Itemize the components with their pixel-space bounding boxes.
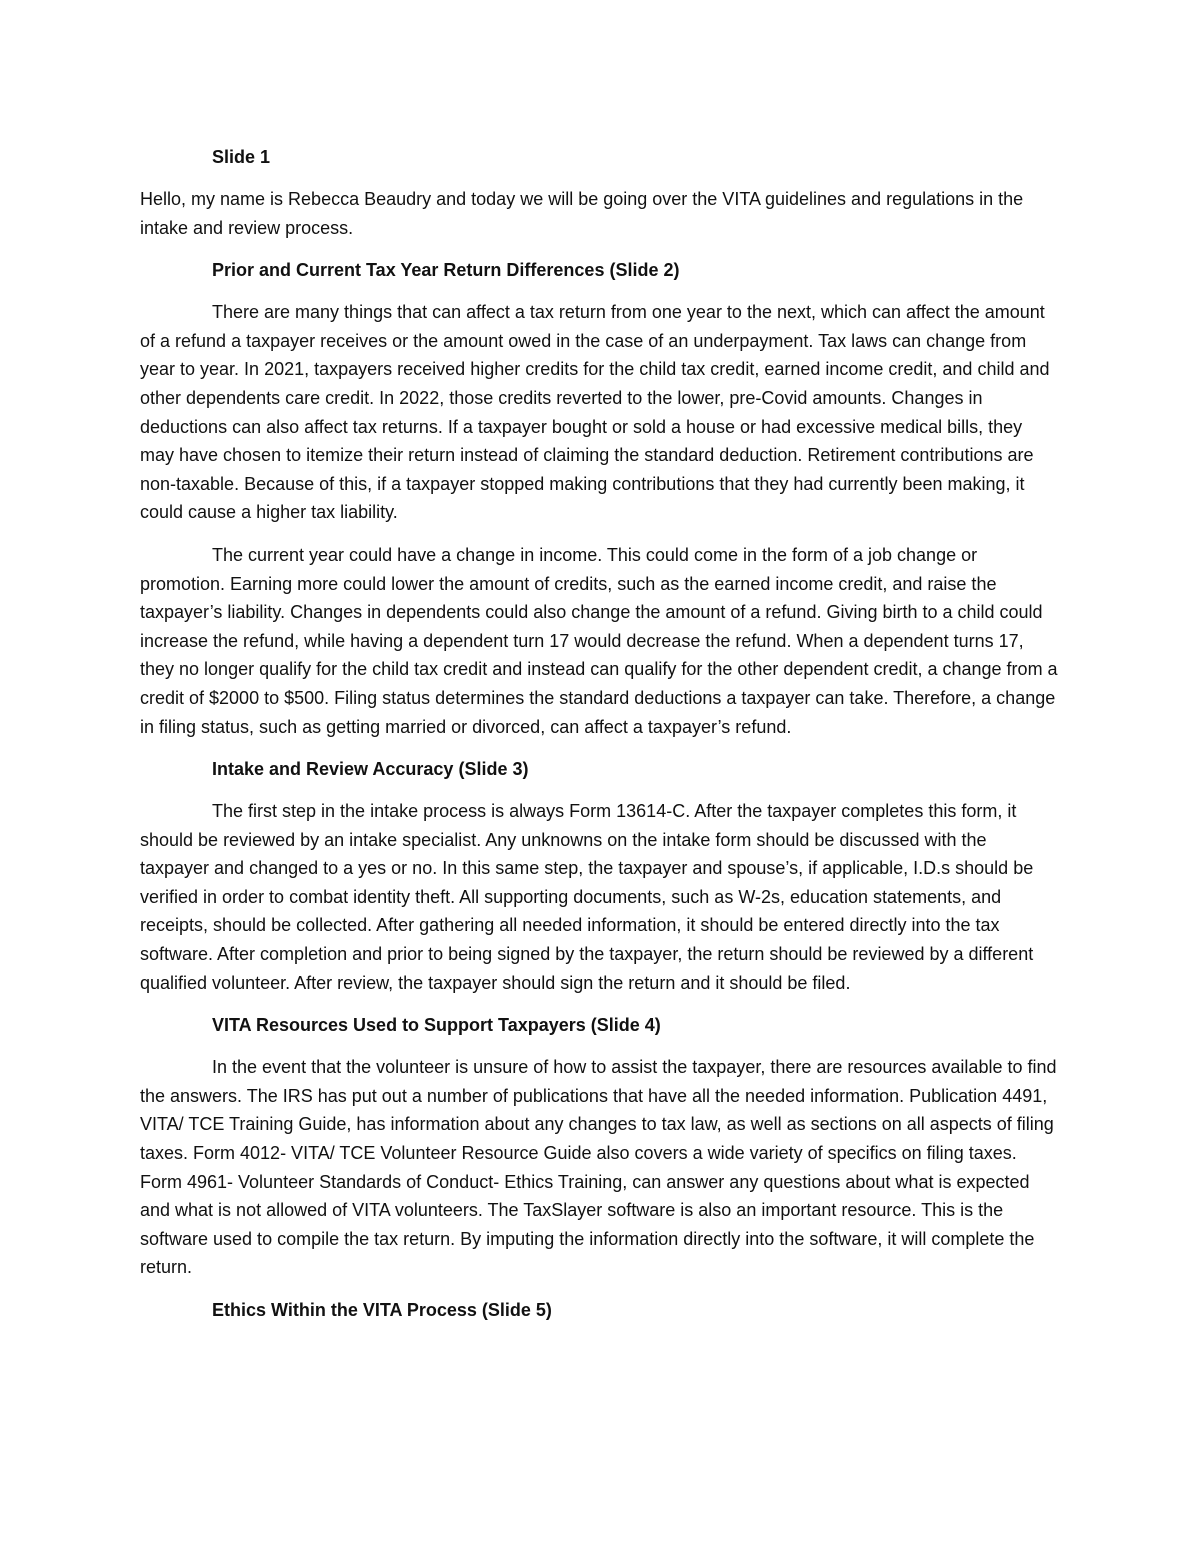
paragraph-intro: Hello, my name is Rebecca Beaudry and today we will be going over the VITA guidelines and regulations in the intake and review process. [140,189,1024,238]
heading-slide-3: Intake and Review Accuracy (Slide 3) [212,759,529,780]
paragraph-slide-3: The first step in the intake process is always Form 13614-C. After the taxpayer completes this form, it should be reviewed by an intake specialist. Any unknowns on the intake form should be discussed with the taxpayer and changed to a yes or no. In this same step, the taxpayer and spouse’s, if applicable, I.D.s should be verified in order to combat identity theft. All supporting documents, such as W-2s, education statements, and receipts, should be collected. After gathering all needed information, it should be entered directly into the tax software. After completion and prior to being signed by the taxpayer, the return should be reviewed by a different qualified volunteer. After review, the taxpayer should sign the return and it should be filed. [140,801,1034,993]
paragraph-slide-4: In the event that the volunteer is unsure of how to assist the taxpayer, there are resources available to find the answers. The IRS has put out a number of publications that have all the needed information. Publication 4491, VITA/ TCE Training Guide, has information about any changes to tax law, as well as sections on all aspects of filing taxes. Form 4012- VITA/ TCE Volunteer Resource Guide also covers a wide variety of specifics on filing taxes. Form 4961- Volunteer Standards of Conduct- Ethics Training, can answer any questions about what is expected and what is not allowed of VITA volunteers. The TaxSlayer software is also an important resource. This is the software used to compile the tax return. By imputing the information directly into the software, it will complete the return. [140,1057,1057,1278]
paragraph-slide-2-b: The current year could have a change in income. This could come in the form of a job change or promotion. Earning more could lower the amount of credits, such as the earned income credit, and raise the taxpayer’s liability. Changes in dependents could also change the amount of a refund. Giving birth to a child could increase the refund, while having a dependent turn 17 would decrease the refund. When a dependent turns 17, they no longer qualify for the child tax credit and instead can qualify for the other dependent credit, a change from a credit of $2000 to $500. Filing status determines the standard deductions a taxpayer can take. Therefore, a change in filing status, such as getting married or divorced, can affect a taxpayer’s refund. [140,544,1058,737]
heading-slide-2: Prior and Current Tax Year Return Differences (Slide 2) [212,260,680,281]
paragraph-slide-2-a: There are many things that can affect a tax return from one year to the next, which can affect the amount of a refund a taxpayer receives or the amount owed in the case of an underpayment. Tax laws can change from year to year. In 2021, taxpayers received higher credits for the child tax credit, earned income credit, and child and other dependents care credit. In 2022, those credits reverted to the lower, pre-Covid amounts. Changes in deductions can also affect tax returns. If a taxpayer bought or sold a house or had excessive medical bills, they may have chosen to itemize their return instead of claiming the standard deduction. Retirement contributions are non-taxable. Because of this, if a taxpayer stopped making contributions that they had currently been making, it could cause a higher tax liability. [140,302,1050,523]
document-body [140,143,1060,1338]
heading-slide-1: Slide 1 [212,147,271,167]
heading-slide-5: Ethics Within the VITA Process (Slide 5) [212,1300,552,1320]
heading-slide-4: VITA Resources Used to Support Taxpayers (Slide 4) [212,1015,661,1036]
